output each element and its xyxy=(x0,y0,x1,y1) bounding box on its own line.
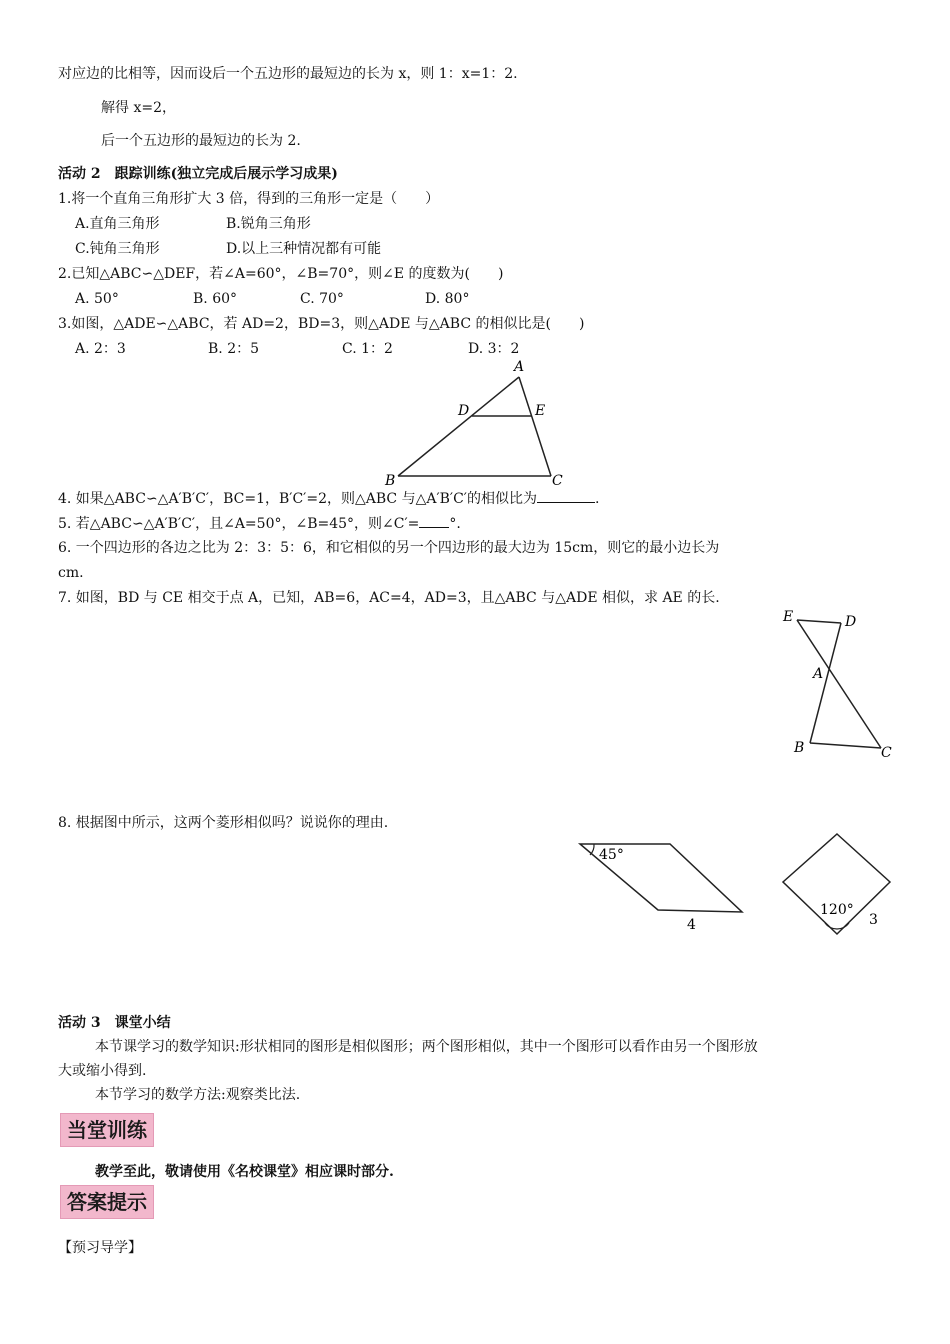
q3-option-c: C. 1：2 xyxy=(342,341,393,357)
q3-label-d: D xyxy=(458,403,470,419)
q6-line-2: cm. xyxy=(58,565,84,581)
q7-segment-bc xyxy=(810,743,881,748)
q7-text: 7. 如图，BD 与 CE 相交于点 A，已知，AB=6，AC=4，AD=3，且△ABC 与△ADE 相似，求 AE 的长. xyxy=(58,590,720,606)
q7-label-d: D xyxy=(845,614,857,630)
q8-rhombus-2-angle: 120° xyxy=(820,902,854,918)
q2-option-b: B. 60° xyxy=(193,291,238,307)
q7-label-a: A xyxy=(813,666,824,682)
activity2-heading: 活动 2 跟踪训练(独立完成后展示学习成果) xyxy=(58,166,338,182)
activity3-p2: 本节学习的数学方法:观察类比法. xyxy=(95,1087,301,1103)
q1-stem: 1.将一个直角三角形扩大 3 倍，得到的三角形一定是（ ） xyxy=(58,191,440,207)
q4-line xyxy=(58,488,599,509)
q2-option-a: A. 50° xyxy=(75,291,119,307)
q6-line-1: 6. 一个四边形的各边之比为 2：3：5：6，和它相似的另一个四边形的最大边为 15cm，则它的最小边长为 xyxy=(58,540,720,556)
q1-option-b: B.锐角三角形 xyxy=(226,216,311,232)
q3-option-b: B. 2：5 xyxy=(208,341,260,357)
intro-line-1: 对应边的比相等，因而设后一个五边形的最短边的长为 x，则 1：x=1：2. xyxy=(58,66,518,82)
q1-option-c: C.钝角三角形 xyxy=(75,241,160,257)
q8-rhombus-2 xyxy=(775,826,905,941)
q3-side-ab xyxy=(398,377,519,476)
q8-text: 8. 根据图中所示，这两个菱形相似吗？说说你的理由. xyxy=(58,815,389,831)
q8-rhombus-2-side: 3 xyxy=(869,912,878,928)
activity3-heading: 活动 3 课堂小结 xyxy=(58,1015,171,1031)
q3-option-d: D. 3：2 xyxy=(468,341,520,357)
activity3-p1-line-2: 大或缩小得到. xyxy=(58,1063,147,1079)
practice-note: 教学至此，敬请使用《名校课堂》相应课时部分. xyxy=(95,1164,394,1180)
q3-label-e: E xyxy=(535,403,546,419)
q3-stem: 3.如图，△ADE∽△ABC，若 AD=2，BD=3，则△ADE 与△ABC 的相似比是( ) xyxy=(58,316,585,332)
activity3-p1-line-1: 本节课学习的数学知识:形状相同的图形是相似图形；两个图形相似，其中一个图形可以看作由另一个图形放 xyxy=(95,1039,758,1055)
q7-segment-ec xyxy=(797,620,881,748)
q1-option-d: D.以上三种情况都有可能 xyxy=(226,241,382,257)
q3-label-c: C xyxy=(552,473,563,489)
q5-end: °. xyxy=(449,516,461,532)
q7-figure xyxy=(778,602,898,764)
banner-answer-hints: 答案提示 xyxy=(60,1185,154,1219)
q7-label-b: B xyxy=(794,740,805,756)
q3-option-a: A. 2：3 xyxy=(75,341,126,357)
q8-rhombus-1-angle: 45° xyxy=(599,847,624,863)
q2-option-d: D. 80° xyxy=(425,291,470,307)
banner-classroom-practice: 当堂训练 xyxy=(60,1113,154,1147)
q4-answer-blank[interactable] xyxy=(537,488,595,503)
q1-option-a: A.直角三角形 xyxy=(75,216,160,232)
q3-triangle-figure xyxy=(380,355,580,490)
q7-label-e: E xyxy=(783,609,794,625)
q3-label-a: A xyxy=(514,359,525,375)
q4-end: . xyxy=(594,491,600,507)
q8-rhombus-2-angle-arc xyxy=(825,923,849,929)
q8-rhombus-1 xyxy=(572,836,752,936)
q4-text: 4. 如果△ABC∽△A′B′C′，BC=1，B′C′=2，则△ABC 与△A′B′C′的相似比为 xyxy=(58,491,537,507)
q3-side-ac xyxy=(519,377,551,476)
q8-rhombus-1-side: 4 xyxy=(687,917,696,933)
q2-stem: 2.已知△ABC∽△DEF，若∠A=60°，∠B=70°，则∠E 的度数为( ) xyxy=(58,266,504,282)
q2-option-c: C. 70° xyxy=(300,291,344,307)
q7-label-c: C xyxy=(881,745,892,761)
q5-line xyxy=(58,513,461,534)
intro-line-2: 解得 x=2， xyxy=(101,100,176,116)
intro-line-3: 后一个五边形的最短边的长为 2. xyxy=(101,133,301,149)
q5-text: 5. 若△ABC∽△A′B′C′，且∠A=50°，∠B=45°，则∠C′= xyxy=(58,516,420,532)
preview-heading: 【预习导学】 xyxy=(58,1240,142,1256)
q5-answer-blank[interactable] xyxy=(419,513,449,528)
q7-segment-bd xyxy=(810,623,841,743)
q7-segment-ed xyxy=(797,620,841,623)
q3-label-b: B xyxy=(385,473,396,489)
